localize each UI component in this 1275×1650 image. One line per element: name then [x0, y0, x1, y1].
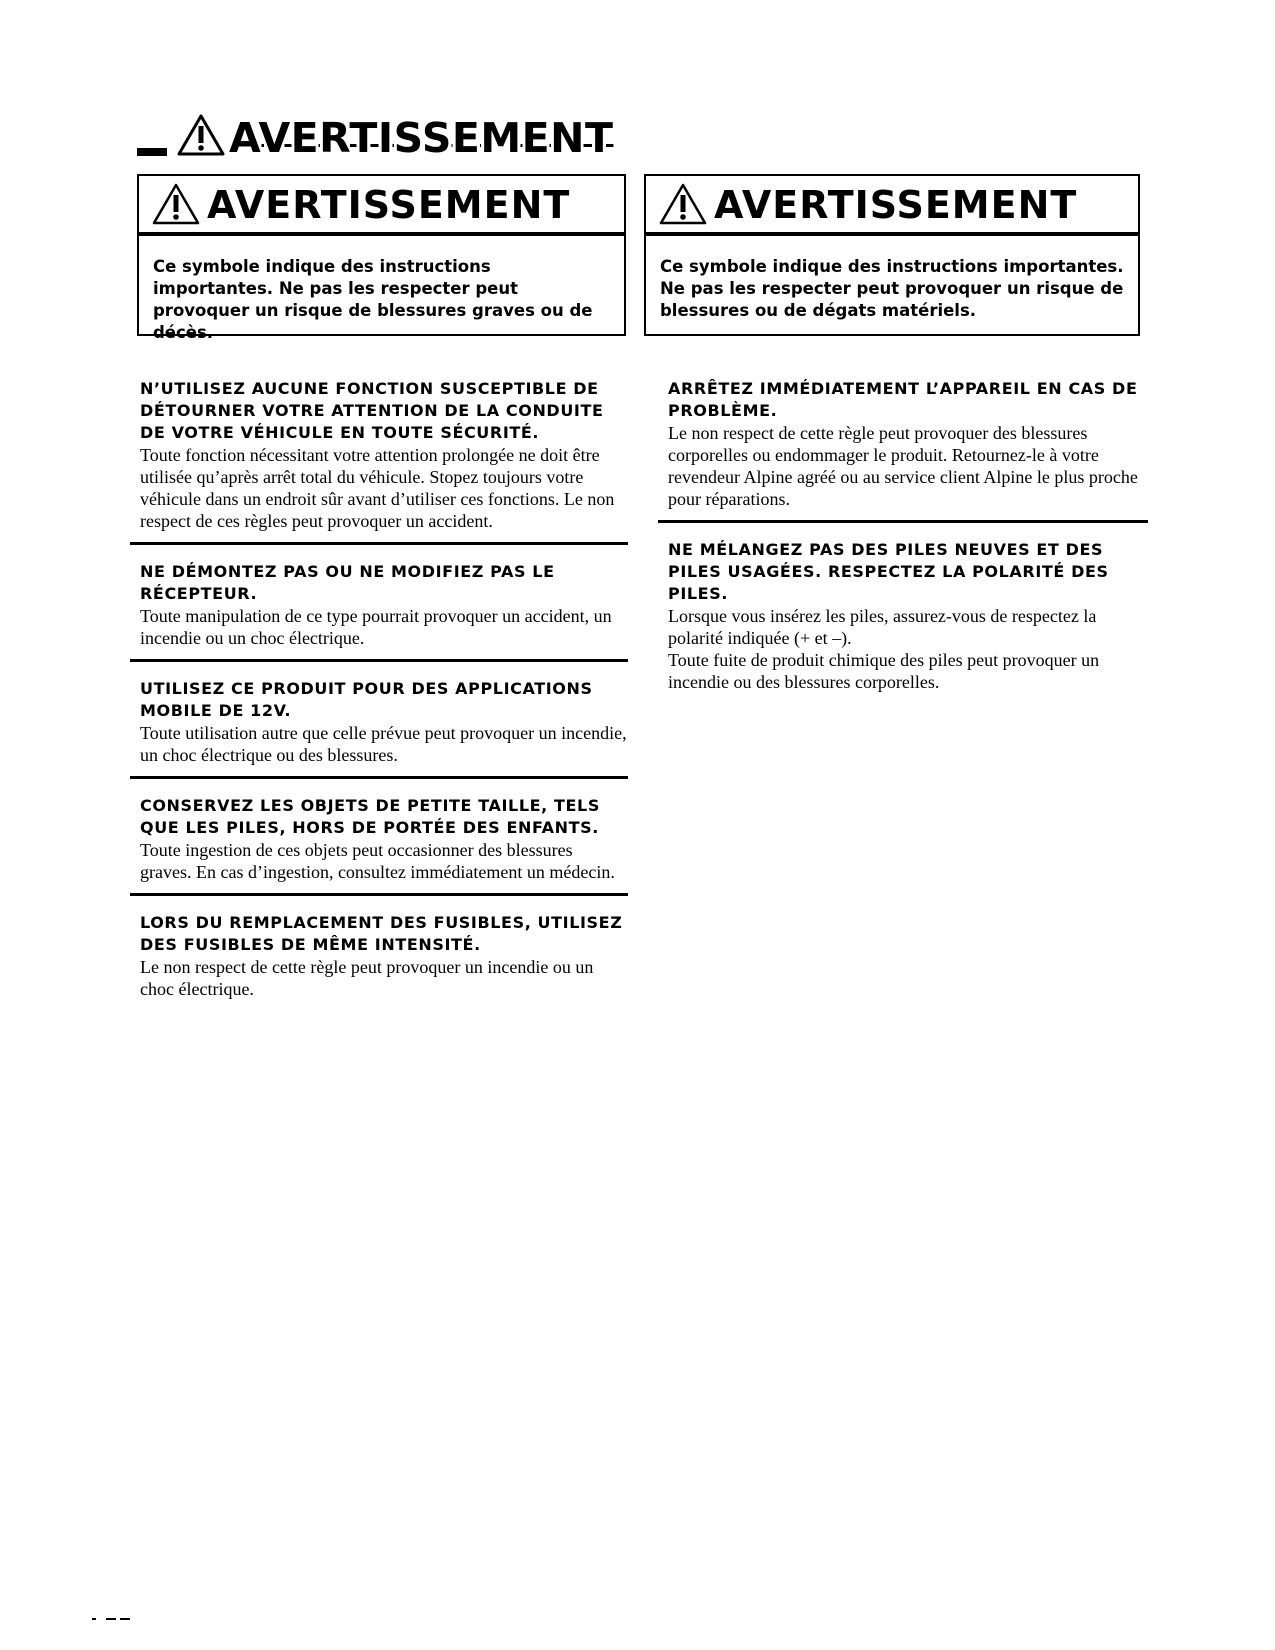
warning-box-left	[137, 174, 626, 342]
left-column	[130, 378, 628, 1026]
warning-section	[130, 378, 628, 545]
section-text: Le non respect de cette règle peut provoquer des blessures corporelles ou endommager le produit. Retournez-le à votre revendeur Alpine agréé ou au service client Alpine le plus proche pour réparations.	[668, 423, 1138, 509]
section-text: Toute ingestion de ces objets peut occasionner des blessures graves. En cas d’ingestion, consultez immédiatement un médecin.	[140, 840, 615, 882]
section-text: Toute manipulation de ce type pourrait provoquer un accident, un incendie ou un choc électrique.	[140, 606, 612, 648]
section-heading: ARRÊTEZ IMMÉDIATEMENT L’APPAREIL EN CAS DE PROBLÈME.	[668, 379, 1138, 420]
section-heading: NE MÉLANGEZ PAS DES PILES NEUVES ET DES PILES USAGÉES. RESPECTEZ LA POLARITÉ DES PILES.	[668, 540, 1109, 603]
page-footer-marks	[92, 1618, 132, 1622]
warning-box-title: AVERTISSEMENT	[207, 183, 571, 227]
warning-section	[658, 539, 1148, 703]
right-column	[658, 378, 1148, 719]
warning-triangle-icon	[658, 182, 708, 226]
section-text: Toute fonction nécessitant votre attention prolongée ne doit être utilisée qu’après arrêt total du véhicule. Stopez toujours votre véhicule dans un endroit sûr avant d’utiliser ces fonctions. Le non respect de ces règles peut provoquer un accident.	[140, 445, 615, 531]
warning-box-text: Ce symbole indique des instructions importantes. Ne pas les respecter peut provoquer un risque de blessures ou de dégats matériels.	[660, 257, 1124, 320]
warning-section	[658, 378, 1148, 523]
warning-box-header	[139, 176, 624, 236]
page-header	[137, 112, 637, 164]
warning-triangle-icon	[151, 182, 201, 226]
footer-mark	[106, 1618, 116, 1620]
header-rule-mark	[137, 148, 167, 156]
footer-mark	[120, 1618, 130, 1620]
warning-box-text: Ce symbole indique des instructions importantes. Ne pas les respecter peut provoquer un risque de blessures graves ou de décès.	[153, 257, 593, 342]
section-heading: N’UTILISEZ AUCUNE FONCTION SUSCEPTIBLE DE DÉTOURNER VOTRE ATTENTION DE LA CONDUITE DE VOTRE VÉHICULE EN TOUTE SÉCURITÉ.	[140, 379, 604, 442]
section-text: Toute utilisation autre que celle prévue peut provoquer un incendie, un choc électrique ou des blessures.	[140, 723, 627, 765]
section-text: Le non respect de cette règle peut provoquer un incendie ou un choc électrique.	[140, 957, 594, 999]
section-heading: CONSERVEZ LES OBJETS DE PETITE TAILLE, TELS QUE LES PILES, HORS DE PORTÉE DES ENFANTS.	[140, 796, 600, 837]
page-title: AVERTISSEMENT	[229, 114, 614, 162]
warning-triangle-icon	[177, 114, 225, 156]
warning-box-right	[644, 174, 1140, 336]
footer-mark	[92, 1618, 96, 1620]
warning-section	[130, 795, 628, 896]
warning-section	[130, 561, 628, 662]
section-heading: UTILISEZ CE PRODUIT POUR DES APPLICATIONS MOBILE DE 12V.	[140, 679, 593, 720]
section-heading: LORS DU REMPLACEMENT DES FUSIBLES, UTILISEZ DES FUSIBLES DE MÊME INTENSITÉ.	[140, 913, 623, 954]
section-heading: NE DÉMONTEZ PAS OU NE MODIFIEZ PAS LE RÉCEPTEUR.	[140, 562, 555, 603]
warning-section	[130, 678, 628, 779]
warning-box-title: AVERTISSEMENT	[714, 183, 1078, 227]
warning-box-header	[646, 176, 1138, 236]
section-text: Lorsque vous insérez les piles, assurez-vous de respectez la polarité indiquée (+ et –). Toute fuite de produit chimique des piles peut provoquer un incendie ou des blessures corporelles.	[668, 606, 1100, 692]
warning-section	[130, 912, 628, 1010]
